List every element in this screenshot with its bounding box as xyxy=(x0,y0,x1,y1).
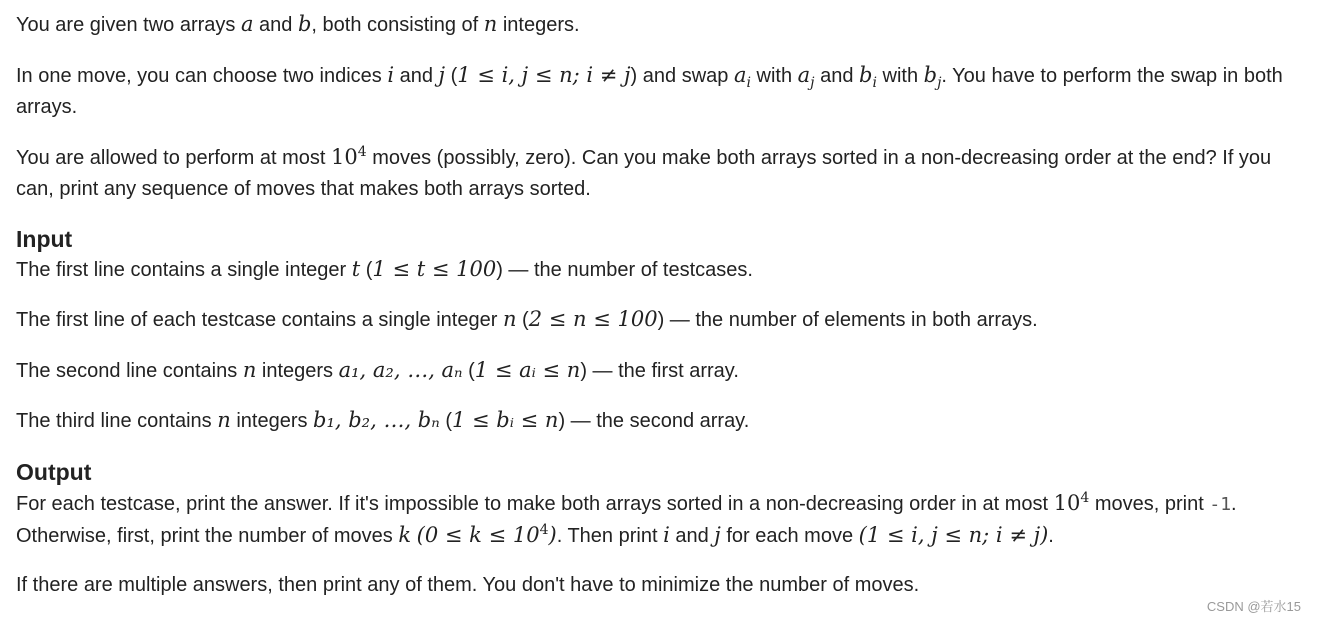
text: ( xyxy=(516,309,529,331)
math-base: 10 xyxy=(330,145,358,169)
output-line-2: If there are multiple answers, then print any of them. You don't have to minimize the number of moves. xyxy=(16,574,920,596)
text: The third line contains xyxy=(16,410,218,432)
math-var-j: j xyxy=(438,63,446,87)
input-heading: Input xyxy=(16,226,73,252)
math-base: a xyxy=(733,63,747,87)
math-var-i: i xyxy=(387,63,395,87)
text: . You have to perform the swap in both arrays. xyxy=(16,65,1283,118)
math-close-paren: ) xyxy=(548,523,557,547)
math-constraint: (1 ≤ i, j ≤ n; i ≠ j) xyxy=(858,523,1049,547)
text: ) and swap xyxy=(630,65,734,87)
math-var-t: t xyxy=(351,257,361,281)
math-b-i xyxy=(859,63,877,92)
text: For each testcase, print the answer. If it's impossible to make both arrays sorted in a non-decreasing order in at most xyxy=(16,493,1054,515)
text: and xyxy=(394,65,439,87)
text: The second line contains xyxy=(16,360,243,382)
math-constraint: 1 ≤ t ≤ 100 xyxy=(372,257,497,281)
text: and xyxy=(814,65,859,87)
watermark: CSDN @若水15 xyxy=(1206,599,1301,614)
paragraph-limit xyxy=(16,142,1308,205)
text: ) — the second array. xyxy=(558,410,750,432)
input-line-2 xyxy=(16,304,1308,336)
paragraph-arrays xyxy=(16,9,1308,41)
math-var-n: n xyxy=(483,12,498,36)
math-constraint: 1 ≤ i, j ≤ n; i ≠ j xyxy=(457,63,631,87)
input-line-4 xyxy=(16,405,1308,437)
math-sub: j xyxy=(810,75,815,92)
math-var-i: i xyxy=(663,523,670,547)
text: with xyxy=(750,65,798,87)
text: You are given two arrays xyxy=(16,14,241,36)
math-b-j xyxy=(923,63,942,92)
text: ( xyxy=(439,410,452,432)
text: ) — the number of elements in both arrays. xyxy=(657,309,1038,331)
math-a-i xyxy=(733,63,751,92)
text: ) — the number of testcases. xyxy=(496,259,753,281)
math-array-b: b₁, b₂, …, bₙ xyxy=(313,408,440,432)
output-heading: Output xyxy=(16,459,92,485)
math-base: 10 xyxy=(1053,491,1081,515)
math-constraint: 2 ≤ n ≤ 100 xyxy=(528,307,658,331)
text: integers. xyxy=(497,14,580,36)
math-base: b xyxy=(859,63,873,87)
math-var-n: n xyxy=(242,358,257,382)
text: . Otherwise, first, print the number of moves xyxy=(16,493,1237,547)
text: , both consisting of xyxy=(311,14,484,36)
math-base: (0 ≤ k ≤ 10 xyxy=(416,523,540,547)
text: and xyxy=(253,14,298,36)
math-var-n: n xyxy=(502,307,517,331)
math-array-a: a₁, a₂, …, aₙ xyxy=(338,358,463,382)
math-a-j xyxy=(797,63,815,92)
text: moves (possibly, zero). Can you make both arrays sorted in a non-decreasing order at the end? If you can, print any sequence of moves that makes both arrays sorted. xyxy=(16,147,1272,200)
text: integers xyxy=(230,410,314,432)
math-base: b xyxy=(923,63,938,87)
math-sup: 4 xyxy=(357,144,367,160)
math-sub: i xyxy=(746,75,751,92)
text: . Then print xyxy=(556,525,664,547)
text: In one move, you can choose two indices xyxy=(16,65,388,87)
text: ) — the first array. xyxy=(580,360,739,382)
text: for each move xyxy=(720,525,859,547)
math-var-k: k xyxy=(398,523,412,547)
math-sub: i xyxy=(872,75,877,92)
math-ten-pow-four xyxy=(1054,491,1090,515)
math-var-a: a xyxy=(240,12,254,36)
input-line-3 xyxy=(16,355,1308,387)
text: The first line contains a single integer xyxy=(16,259,352,281)
math-var-b: b xyxy=(297,12,312,36)
math-ten-pow-four xyxy=(331,145,367,169)
math-sup: 4 xyxy=(1080,490,1090,506)
math-constraint: 1 ≤ bᵢ ≤ n xyxy=(451,408,559,432)
input-line-1 xyxy=(16,254,1308,286)
math-constraint: 1 ≤ aᵢ ≤ n xyxy=(474,358,581,382)
math-var-n: n xyxy=(217,408,231,432)
text: The first line of each testcase contains a single integer xyxy=(16,309,503,331)
math-k-range xyxy=(417,523,557,547)
text: ( xyxy=(445,65,458,87)
text: You are allowed to perform at most xyxy=(16,147,331,169)
text: moves, print xyxy=(1089,493,1210,515)
paragraph-move xyxy=(16,60,1308,123)
text: . xyxy=(1048,525,1054,547)
math-var-j: j xyxy=(714,523,721,547)
text: and xyxy=(669,525,715,547)
math-sup: 4 xyxy=(539,522,549,538)
output-line-1 xyxy=(16,488,1308,552)
text: ( xyxy=(360,259,373,281)
math-base: a xyxy=(797,63,811,87)
code-minus-one: -1 xyxy=(1209,494,1232,515)
text: integers xyxy=(256,360,339,382)
text: ( xyxy=(462,360,475,382)
math-sub: j xyxy=(937,75,942,92)
text: with xyxy=(876,65,924,87)
